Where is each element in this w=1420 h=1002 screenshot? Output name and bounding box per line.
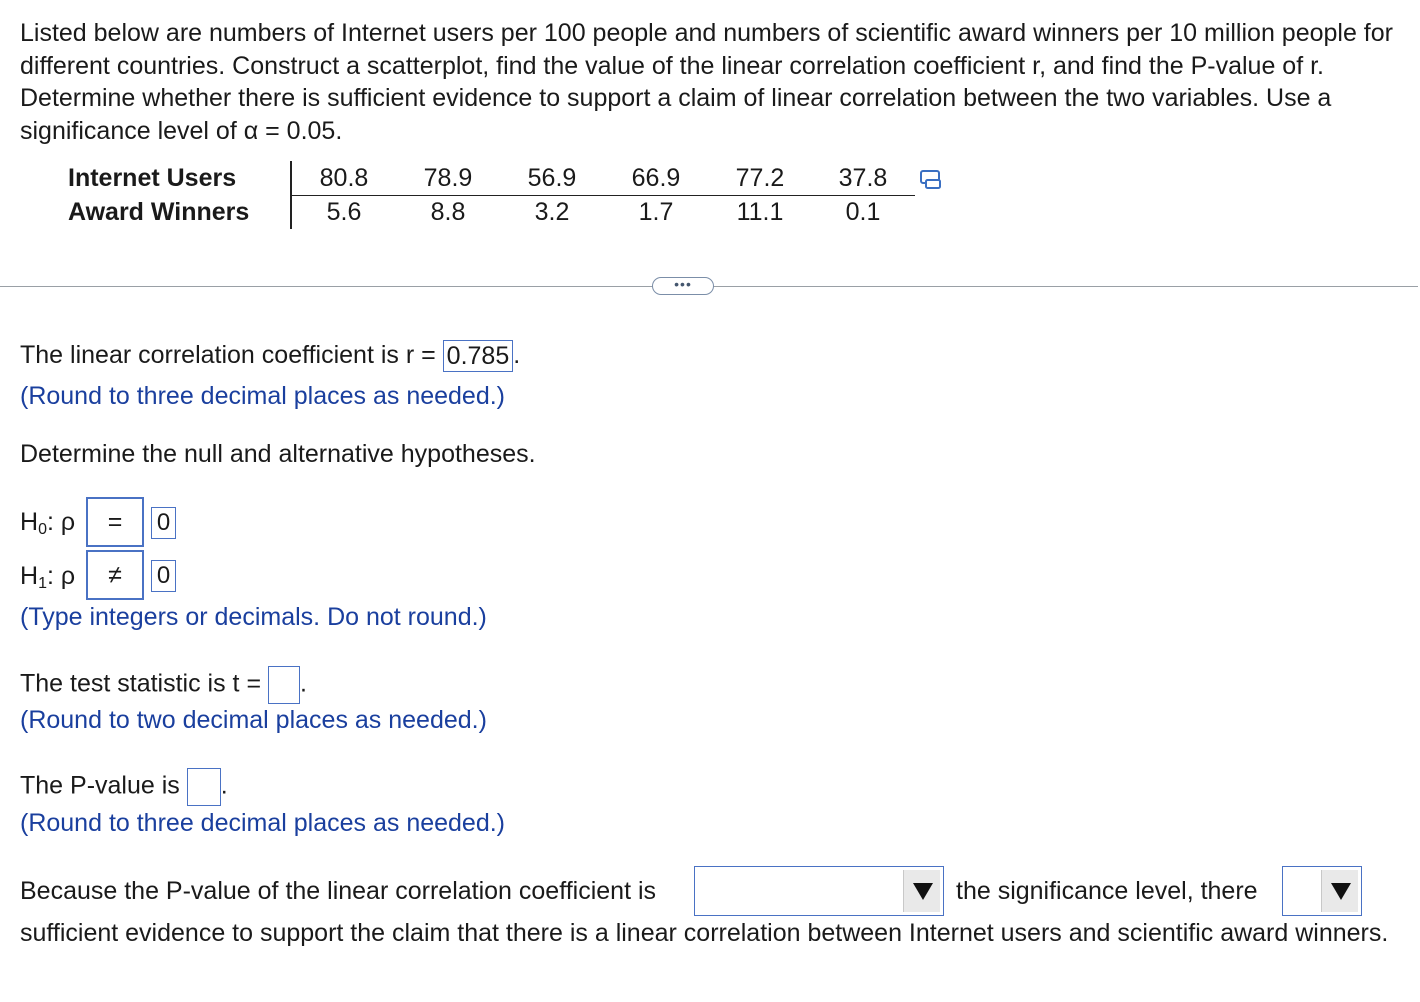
t-statement: The test statistic is t = . [20,666,307,704]
table-cell: 5.6 [326,198,362,226]
p-prompt: The P-value is [20,771,180,800]
table-cell: 11.1 [736,198,784,226]
h1-value-input[interactable]: 0 [151,560,176,592]
table-cell: 77.2 [735,164,785,192]
h0-value-input[interactable]: 0 [151,507,176,539]
hypotheses-prompt: Determine the null and alternative hypotheses. [20,440,536,468]
table-cell: 80.8 [319,164,369,192]
r-answer-box[interactable]: 0.785 [443,340,514,372]
p-hint: (Round to three decimal places as needed.) [20,809,506,837]
table-cell: 66.9 [631,164,681,192]
r-prompt: The linear correlation coefficient is r = [20,341,436,369]
table-cell: 56.9 [527,164,577,192]
r-statement: The linear correlation coefficient is r = 0.785 . [20,341,521,371]
table-cell: 37.8 [838,164,888,192]
h0-label: $H_0$: ρ [20,508,76,538]
table-row-label-award-winners: Award Winners [68,198,250,226]
table-cell: 78.9 [423,164,473,192]
t-answer-input[interactable] [268,666,300,704]
h1-label: $H_1$: ρ [20,562,76,592]
table-cell: 0.1 [845,198,881,226]
table-cell: 3.2 [534,198,570,226]
h0-operator-select[interactable]: = [86,497,144,547]
p-statement: The P-value is . [20,768,228,806]
table-cell: 1.7 [638,198,674,226]
conclusion-text-a: Because the P-value of the linear correlation coefficient is [20,877,657,905]
p-answer-input[interactable] [187,768,221,806]
conclusion-text-c: sufficient evidence to support the claim that there is a linear correlation between Internet users and scientific award winners. [20,919,1389,947]
evidence-dropdown[interactable] [1282,866,1362,916]
conclusion-text-b: the significance level, there [956,877,1258,905]
comparison-dropdown[interactable] [694,866,944,916]
table-cell: 8.8 [430,198,466,226]
problem-statement: Listed below are numbers of Internet users per 100 people and numbers of scientific award winners per 10 million people for different countries. Construct a scatterplot, find the value of the linear correlation coefficient r, and find the P-value of r. Determine whether there is sufficient evidence to support a claim of linear correlation between the two variables. Use a significance level of α = 0.05. [20,19,1393,145]
hypotheses-hint: (Type integers or decimals. Do not round.) [20,603,487,631]
dropdown-arrow-icon [903,870,940,912]
show-more-button[interactable]: ••• [652,277,714,295]
copy-icon[interactable] [918,168,944,192]
t-hint: (Round to two decimal places as needed.) [20,706,487,734]
dropdown-arrow-icon [1321,870,1358,912]
h1-operator-select[interactable]: ≠ [86,550,144,600]
t-prompt: The test statistic is t = [20,669,262,698]
table-row-label-internet-users: Internet Users [68,164,237,192]
r-hint: (Round to three decimal places as needed.) [20,382,506,410]
